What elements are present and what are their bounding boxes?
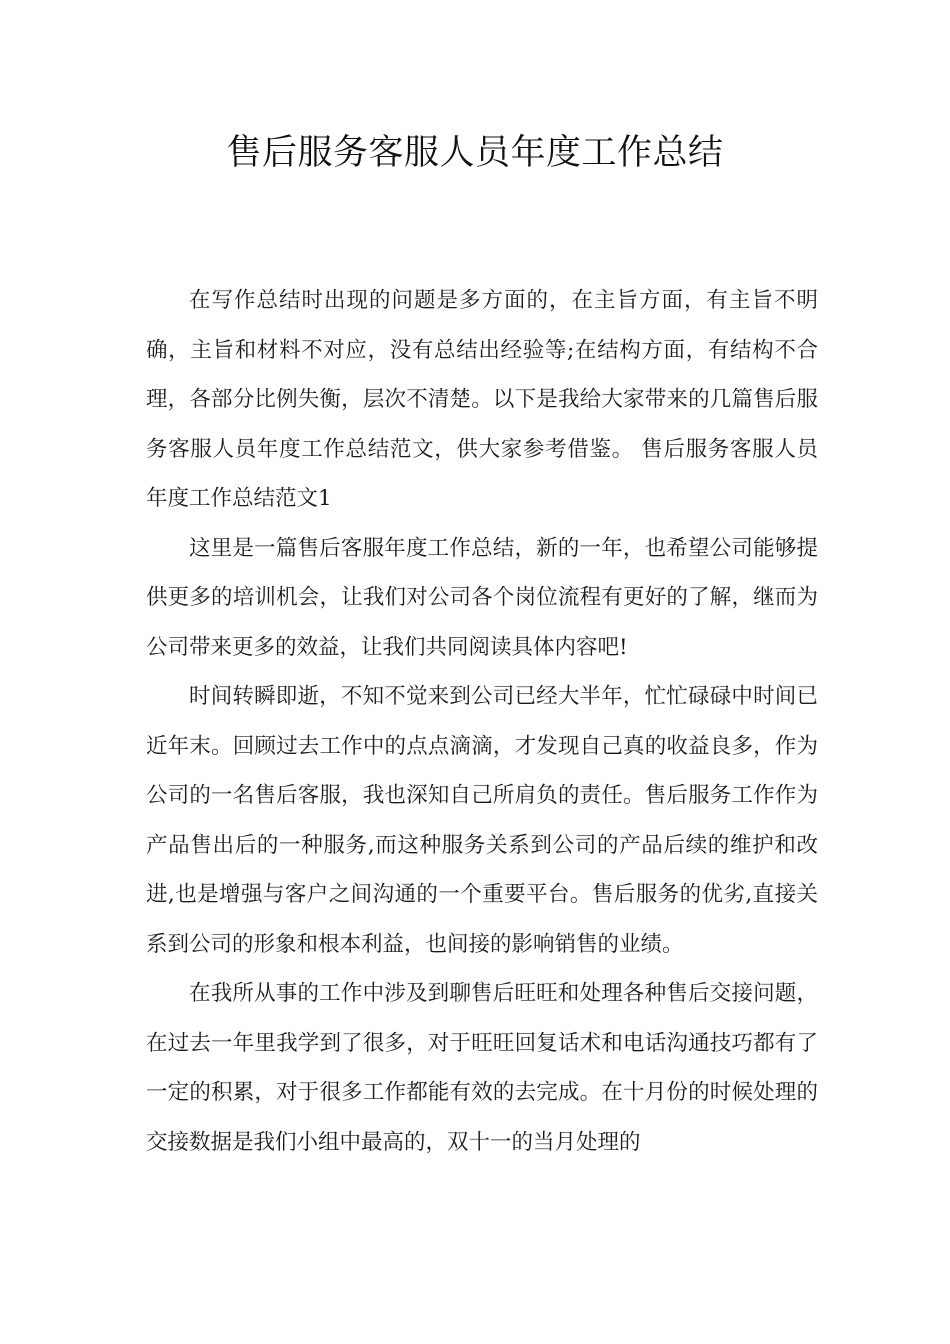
paragraph-review: 时间转瞬即逝，不知不觉来到公司已经大半年，忙忙碌碌中时间已近年末。回顾过去工作中的点点滴滴，才发现自己真的收益良多，作为公司的一名售后客服，我也深知自己所肩负的责任。售后服务工作作为产品售出后的一种服务,而这种服务关系到公司的产品后续的维护和改进,也是增强与客户之间沟通的一个重要平台。售后服务的优劣,直接关系到公司的形象和根本利益，也间接的影响销售的业绩。 [146, 684, 818, 957]
paragraph-intro: 在写作总结时出现的问题是多方面的，在主旨方面，有主旨不明确，主旨和材料不对应，没有总结出经验等;在结构方面，有结构不合理，各部分比例失衡，层次不清楚。以下是我给大家带来的几篇售后服务客服人员年度工作总结范文，供大家参考借鉴。 售后服务客服人员年度工作总结范文1 [146, 288, 818, 511]
paragraph-work-content: 在我所从事的工作中涉及到聊售后旺旺和处理各种售后交接问题，在过去一年里我学到了很多，对于旺旺回复话术和电话沟通技巧都有了一定的积累，对于很多工作都能有效的去完成。在十月份的时候处理的交接数据是我们小组中最高的，双十一的当月处理的 [146, 981, 818, 1155]
document-title: 售后服务客服人员年度工作总结 [226, 133, 724, 173]
paragraph-overview: 这里是一篇售后客服年度工作总结，新的一年，也希望公司能够提供更多的培训机会，让我们对公司各个岗位流程有更好的了解，继而为公司带来更多的效益，让我们共同阅读具体内容吧! [146, 535, 818, 660]
document-body [146, 276, 818, 1167]
